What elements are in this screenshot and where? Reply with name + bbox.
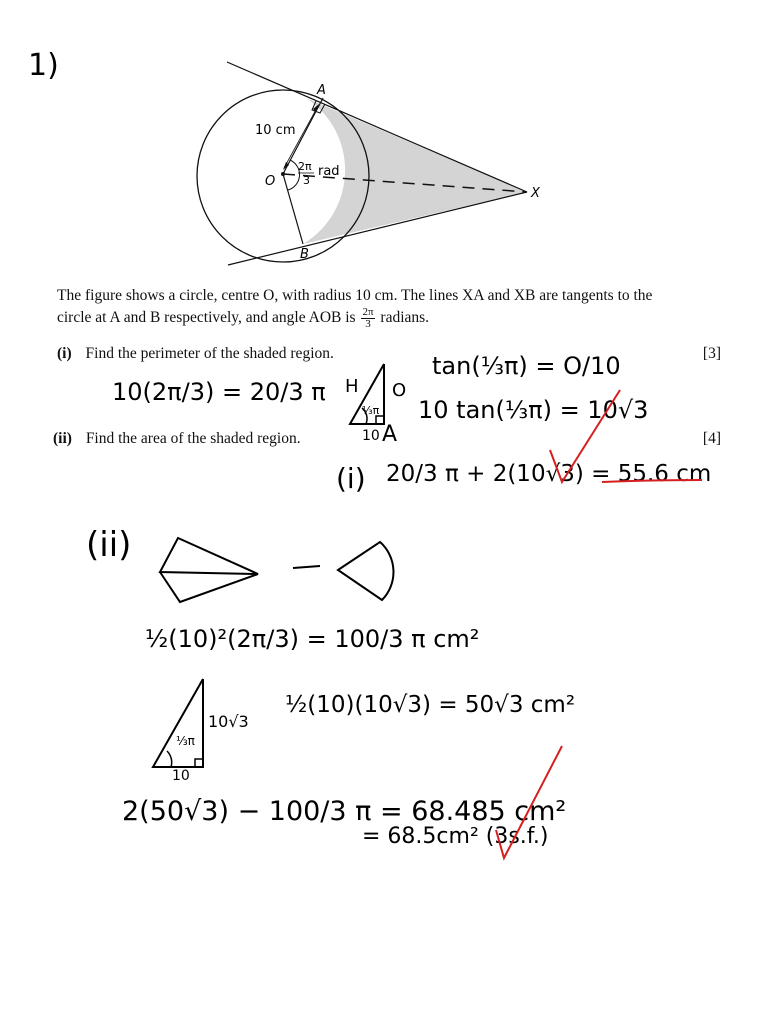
radius-label: 10 cm: [255, 123, 296, 138]
angle-frac-num: 2π: [298, 160, 312, 173]
hand-part-i-label: (i): [336, 462, 366, 495]
part-i-label: (i): [57, 345, 72, 362]
problem-line-2a: circle at A and B respectively, and angle AOB is: [57, 309, 356, 327]
radius-ob: [283, 174, 303, 244]
hand-right-tri-side: 10√3: [208, 712, 249, 731]
hand-tan-result: 10 tan(⅓π) = 10√3: [418, 396, 649, 424]
problem-line-1: The figure shows a circle, centre O, with radius 10 cm. The lines XA and XB are tangents to the: [57, 287, 653, 304]
circle-tangent-figure: [0, 0, 768, 280]
hand-tan-equation: tan(⅓π) = O/10: [432, 352, 621, 380]
part-ii-marks: [4]: [702, 430, 721, 447]
hand-final-answer: = 68.5cm² (3s.f.): [362, 824, 549, 849]
angle-frac-den: 3: [303, 174, 310, 187]
label-x: X: [531, 186, 540, 201]
part-i-marks: [3]: [702, 345, 721, 362]
hand-kite-minus-sector-sketch: [150, 530, 410, 610]
hand-right-tri-base: 10: [172, 768, 190, 784]
hand-right-tri-angle: ⅓π: [176, 734, 195, 748]
hand-tri-a: A: [382, 422, 398, 447]
part-ii-label: (ii): [53, 430, 72, 447]
tick-mark-ii: [490, 740, 580, 870]
centre-point: [281, 172, 285, 176]
hand-triangle-sketch: [340, 358, 420, 448]
hand-right-triangle: [145, 675, 215, 775]
problem-line-2b: radians.: [380, 309, 430, 327]
problem-angle-fraction: [361, 307, 374, 330]
hand-tri-o: O: [392, 380, 407, 401]
label-o: O: [265, 174, 276, 189]
part-i-text: Find the perimeter of the shaded region.: [85, 345, 334, 362]
hand-final-calc: 2(50√3) − 100/3 π = 68.485 cm²: [122, 796, 567, 827]
problem-line-2: [57, 307, 429, 330]
problem-frac-den: 3: [365, 318, 371, 330]
problem-frac-num: 2π: [362, 306, 374, 318]
question-number: 1): [28, 48, 59, 83]
hand-arc-length: 10(2π/3) = 20/3 π: [112, 378, 326, 406]
hand-part-i-answer: 20/3 π + 2(10√3) = 55.6 cm: [386, 461, 712, 487]
hand-tri-h: H: [345, 376, 359, 397]
angle-unit: rad: [318, 164, 340, 179]
label-b: B: [300, 247, 309, 262]
hand-triangle-area: ½(10)(10√3) = 50√3 cm²: [285, 692, 576, 718]
hand-tri-angle: ⅓π: [362, 404, 380, 417]
hand-tri-base: 10: [362, 428, 380, 444]
tick-mark-i: [540, 380, 710, 500]
hand-part-ii-label: (ii): [86, 525, 132, 565]
part-ii-text: Find the area of the shaded region.: [85, 430, 301, 447]
label-a: A: [317, 83, 326, 98]
hand-sector-area: ½(10)²(2π/3) = 100/3 π cm²: [145, 625, 480, 653]
